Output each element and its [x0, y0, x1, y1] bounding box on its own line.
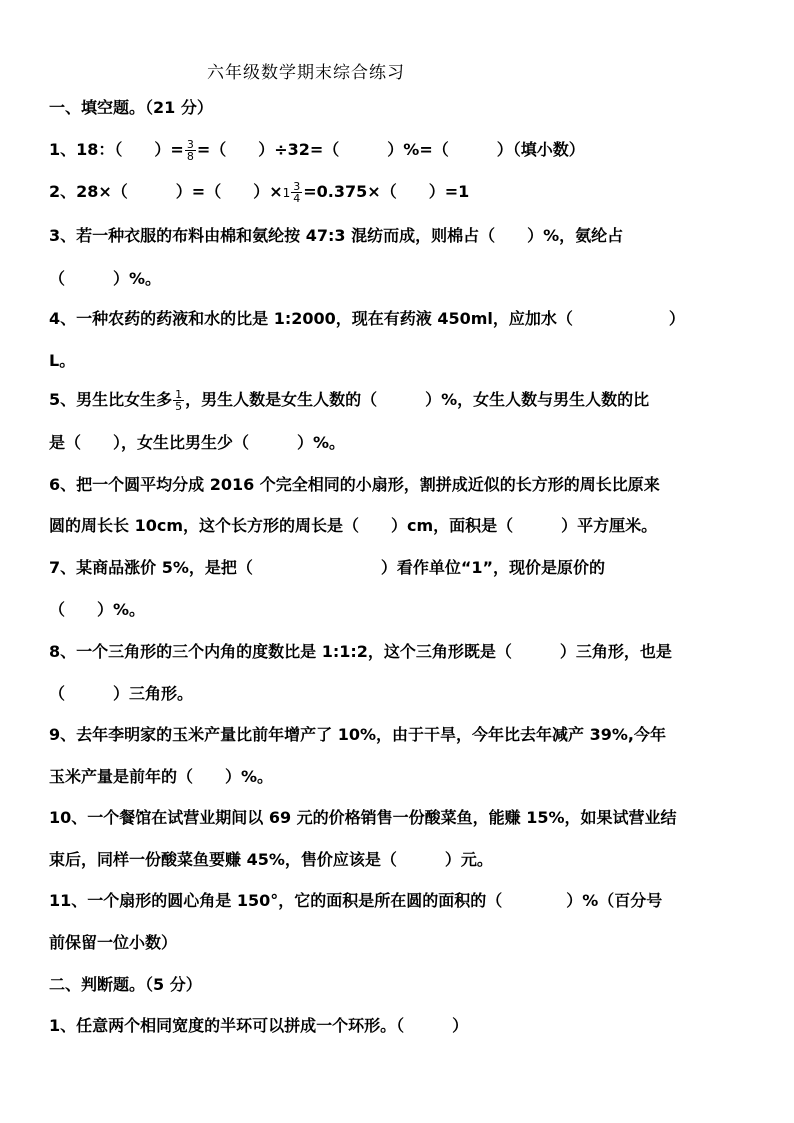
- question-9-line-2: 玉米产量是前年的（ ）%。: [49, 767, 274, 786]
- question-2-part-a: 2、28×（ ）=（ ）×: [49, 182, 283, 201]
- judgement-1: 1、任意两个相同宽度的半环可以拼成一个环形。（ ）: [49, 1016, 469, 1035]
- question-11-line-2: 前保留一位小数）: [49, 933, 178, 952]
- question-10-line-1: 10、一个餐馆在试营业期间以 69 元的价格销售一份酸菜鱼，能赚 15%，如果试营业结: [49, 808, 677, 827]
- section-2-heading: 二、判断题。（5 分）: [49, 975, 202, 994]
- fraction-3-4: $\frac{3}{4}$: [293, 180, 301, 205]
- question-9-line-1: 9、去年李明家的玉米产量比前年增产了 10%，由于干旱，今年比去年减产 39%,今年: [49, 725, 666, 744]
- question-1-part-b: =（ ）÷32=（ ）%=（ ）（填小数）: [196, 140, 585, 159]
- fraction-3-8: $\frac{3}{8}$: [186, 138, 194, 163]
- question-1: [49, 139, 585, 162]
- question-3-line-1: 3、若一种衣服的布料由棉和氨纶按 47:3 混纺而成，则棉占（ ）%，氨纶占: [49, 226, 624, 245]
- question-1-part-a: 1、18：（ ）=: [49, 140, 184, 159]
- question-4-line-2: L。: [49, 351, 76, 370]
- section-1-heading: 一、填空题。（21 分）: [49, 98, 213, 117]
- question-5-part-a: 5、男生比女生多: [49, 390, 173, 409]
- question-2-part-b: =0.375×（ ）=1: [303, 182, 470, 201]
- question-5-part-b: ，男生人数是女生人数的（ ）%，女生人数与男生人数的比: [185, 390, 650, 409]
- question-6-line-1: 6、把一个圆平均分成 2016 个完全相同的小扇形，割拼成近似的长方形的周长比原来: [49, 475, 660, 494]
- question-3-line-2: （ ）%。: [49, 269, 162, 288]
- question-5-line-2: 是（ ），女生比男生少（ ）%。: [49, 433, 346, 452]
- question-7-line-2: （ ）%。: [49, 600, 146, 619]
- question-10-line-2: 束后，同样一份酸菜鱼要赚 45%，售价应该是（ ）元。: [49, 850, 493, 869]
- question-4-line-1: 4、一种农药的药液和水的比是 1:2000，现在有药液 450ml，应加水（ ）: [49, 309, 685, 328]
- mixed-number-whole: 1: [282, 185, 291, 200]
- question-8-line-1: 8、一个三角形的三个内角的度数比是 1:1:2，这个三角形既是（ ）三角形，也是: [49, 642, 672, 661]
- question-8-line-2: （ ）三角形。: [49, 684, 194, 703]
- page-title: 六年级数学期末综合练习: [207, 63, 405, 83]
- question-2: [49, 181, 469, 204]
- question-6-line-2: 圆的周长长 10cm，这个长方形的周长是（ ）cm，面积是（ ）平方厘米。: [49, 516, 658, 535]
- question-5-line-1: [49, 389, 649, 412]
- question-7-line-1: 7、某商品涨价 5%，是把（ ）看作单位“1”，现价是原价的: [49, 558, 606, 577]
- question-11-line-1: 11、一个扇形的圆心角是 150°，它的面积是所在圆的面积的（ ）%（百分号: [49, 891, 663, 910]
- fraction-1-5: $\frac{1}{5}$: [175, 388, 183, 413]
